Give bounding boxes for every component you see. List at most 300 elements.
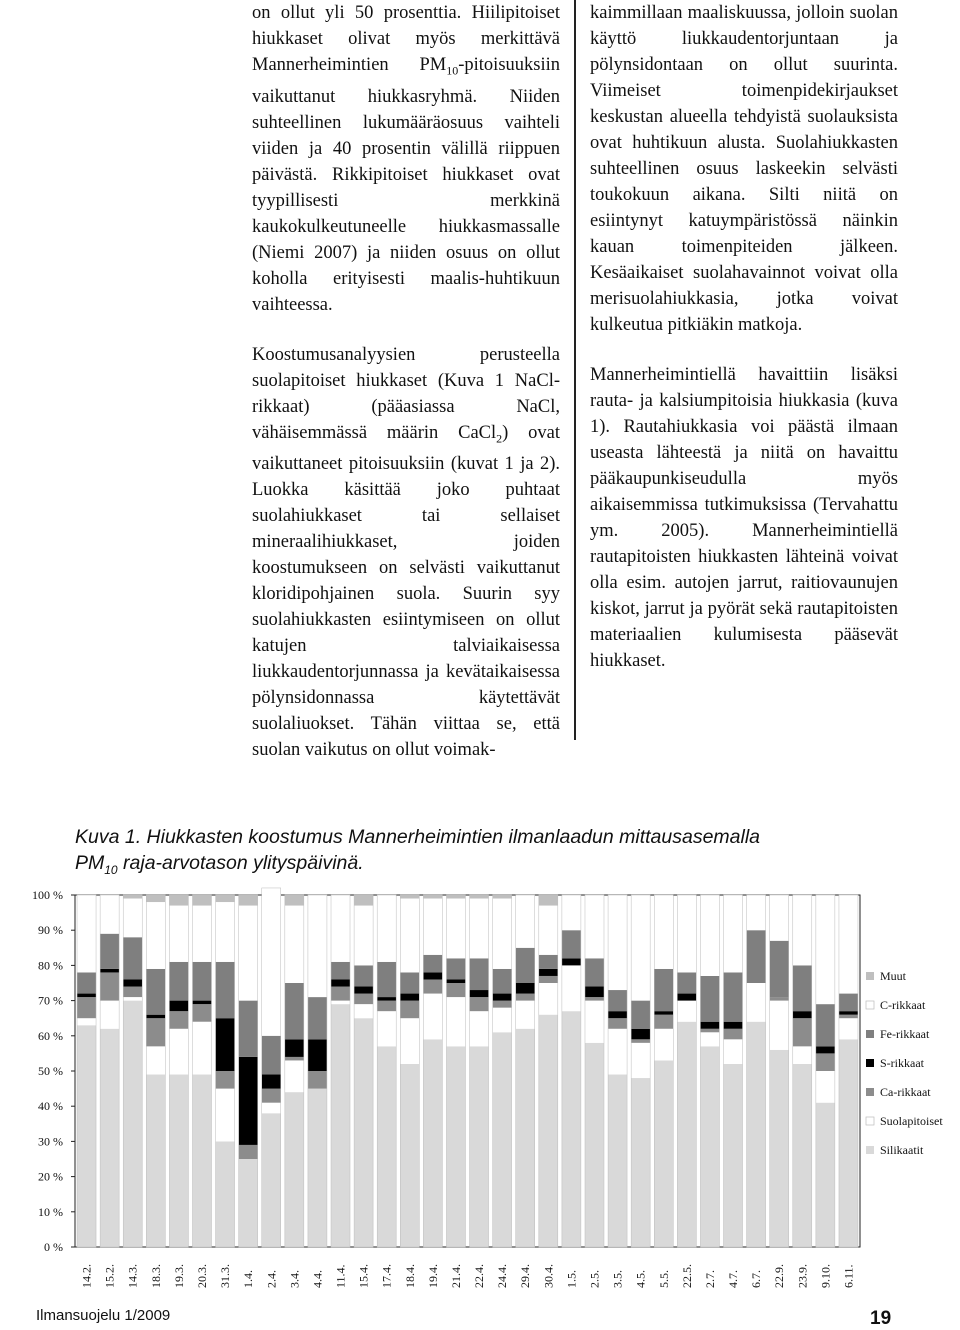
x-tick-label: 14.3. — [125, 1264, 140, 1288]
column-divider — [574, 0, 576, 740]
x-tick-label: 2.4. — [264, 1270, 279, 1288]
x-tick-label: 3.4. — [287, 1270, 302, 1288]
bar-segment — [446, 983, 465, 997]
bar-segment — [793, 1011, 812, 1018]
bar-segment — [123, 979, 142, 986]
bar-segment — [839, 1015, 858, 1019]
bar-segment — [377, 895, 396, 962]
bar-stack — [539, 895, 558, 1247]
bar-segment — [631, 1001, 650, 1029]
bar-segment — [516, 994, 535, 1001]
bar-segment — [608, 1075, 627, 1247]
bar-stack — [724, 895, 743, 1247]
x-tick-label: 1.4. — [241, 1270, 256, 1288]
bar-stack — [377, 895, 396, 1247]
bar-stack — [516, 895, 535, 1247]
bar-stack — [192, 895, 211, 1247]
x-tick-label: 31.3. — [218, 1264, 233, 1288]
bar-stack — [239, 895, 258, 1247]
bar-segment — [562, 930, 581, 958]
bar-segment — [169, 906, 188, 962]
bar-segment — [239, 1001, 258, 1057]
legend-swatch — [866, 1146, 874, 1154]
bar-segment — [192, 1022, 211, 1075]
bar-segment — [331, 1004, 350, 1247]
bar-segment — [585, 1043, 604, 1247]
composition-chart — [0, 880, 960, 1300]
bar-segment — [146, 895, 165, 902]
bar-stack — [216, 895, 235, 1247]
bar-stack — [608, 895, 627, 1247]
bar-segment — [585, 1001, 604, 1043]
bar-segment — [654, 895, 673, 969]
bar-segment — [539, 906, 558, 955]
bar-segment — [654, 1015, 673, 1029]
bar-segment — [192, 1075, 211, 1247]
y-tick-label: 30 % — [38, 1134, 63, 1149]
bar-stack — [839, 895, 858, 1247]
bar-segment — [216, 1141, 235, 1247]
bar-segment — [700, 1022, 719, 1029]
y-tick-label: 10 % — [38, 1204, 63, 1219]
x-tick-label: 24.4. — [495, 1264, 510, 1288]
bar-segment — [239, 1057, 258, 1145]
bar-segment — [285, 895, 304, 906]
x-tick-label: 15.2. — [102, 1264, 117, 1288]
bar-stack — [700, 895, 719, 1247]
legend-label: Fe-rikkaat — [880, 1027, 930, 1041]
bar-segment — [816, 1046, 835, 1053]
bar-segment — [239, 1145, 258, 1159]
bar-segment — [446, 997, 465, 1046]
bar-segment — [700, 1032, 719, 1046]
bar-segment — [169, 962, 188, 1001]
bar-segment — [123, 1001, 142, 1247]
x-tick-label: 4.7. — [726, 1270, 741, 1288]
bar-segment — [839, 1039, 858, 1247]
bar-segment — [446, 1046, 465, 1247]
bar-stack — [169, 895, 188, 1247]
bar-segment — [354, 1018, 373, 1247]
bar-stack — [816, 895, 835, 1247]
bar-segment — [654, 1011, 673, 1015]
bar-segment — [423, 955, 442, 973]
bar-segment — [793, 895, 812, 965]
bar-segment — [192, 1004, 211, 1022]
x-tick-label: 2.5. — [587, 1270, 602, 1288]
bar-segment — [100, 1029, 119, 1247]
legend-swatch — [866, 1030, 874, 1038]
bar-segment — [493, 1032, 512, 1247]
bar-segment — [608, 1011, 627, 1018]
bar-segment — [331, 895, 350, 962]
bar-segment — [354, 906, 373, 966]
bar-segment — [331, 1001, 350, 1005]
bar-segment — [123, 937, 142, 979]
bar-segment — [470, 895, 489, 899]
bar-segment — [539, 955, 558, 969]
bar-segment — [793, 1046, 812, 1064]
bar-segment — [677, 895, 696, 972]
bar-segment — [493, 1008, 512, 1033]
bar-segment — [585, 895, 604, 958]
bar-segment — [724, 895, 743, 972]
bar-segment — [146, 1015, 165, 1019]
bar-segment — [724, 1039, 743, 1064]
bar-segment — [169, 1075, 188, 1247]
bar-segment — [539, 976, 558, 983]
x-tick-label: 18.3. — [148, 1264, 163, 1288]
bar-segment — [100, 895, 119, 934]
bar-segment — [770, 997, 789, 1001]
legend-label: Muut — [880, 969, 907, 983]
x-tick-label: 23.9. — [795, 1264, 810, 1288]
bar-stack — [308, 895, 327, 1247]
bar-segment — [516, 1001, 535, 1029]
right-paragraph-1: kaimmillaan maaliskuussa, jolloin suolan käyttö liukkaudentorjuntaan ja pölynsidontaan on ollut suurinta. Viimeiset toimenpidekirjaukset keskustan alueella tehdyistä suolauksista ovat huhtikuun alusta. Suolahiukkasten suhteellinen osuus laskeekin selvästi toukokuun aikana. Silti niitä on esiintynyt katuympäristössä näinkin kauan toimenpiteiden jälkeen. Kesäaikaiset suolahavainnot voivat olla merisuolahiukkasia, jotka voivat kulkeutua pitkiäkin matkoja. — [590, 3, 898, 335]
bar-segment — [192, 1001, 211, 1005]
bar-segment — [816, 895, 835, 1004]
bar-segment — [654, 1029, 673, 1061]
legend-swatch — [866, 972, 874, 980]
y-tick-label: 20 % — [38, 1169, 63, 1184]
x-tick-label: 30.4. — [541, 1264, 556, 1288]
x-tick-label: 2.7. — [702, 1270, 717, 1288]
bar-segment — [285, 1039, 304, 1057]
bar-segment — [539, 1015, 558, 1247]
bar-stack — [562, 895, 581, 1247]
bar-segment — [493, 899, 512, 969]
bar-segment — [77, 972, 96, 993]
bar-stack — [493, 895, 512, 1247]
bar-segment — [262, 1075, 281, 1089]
x-tick-label: 19.4. — [425, 1264, 440, 1288]
bar-segment — [724, 1064, 743, 1247]
bar-stack — [146, 895, 165, 1247]
bar-segment — [262, 888, 281, 1036]
x-tick-label: 11.4. — [333, 1264, 348, 1288]
bar-segment — [123, 895, 142, 899]
bar-segment — [423, 972, 442, 979]
bar-segment — [516, 1029, 535, 1247]
right-paragraph-2: Mannerheimintiellä havaittiin lisäksi rauta- ja kalsiumpitoisia hiukkasia (kuva 1). Rautahiukkasia voi päästä ilmaan useasta lähteestä ja niitä on havaittu pääkaupunkiseudulla myös aikaisemmissa tutkimuksissa (Tervahattu ym. 2005). Mannerheimintiellä rautapitoisten hiukkasten lähteinä voivat olla esim. autojen jarrut, raitiovaunujen kiskot, jarrut ja pyörät sekä rautapitoisten materiaalien kulumisesta pääsevät hiukkaset. — [590, 365, 898, 671]
bar-segment — [423, 1039, 442, 1247]
bar-segment — [747, 983, 766, 1022]
bar-segment — [470, 899, 489, 959]
x-tick-label: 4.5. — [633, 1270, 648, 1288]
bar-segment — [169, 1029, 188, 1075]
y-tick-label: 90 % — [38, 923, 63, 938]
bar-segment — [470, 997, 489, 1011]
bar-segment — [123, 987, 142, 998]
bar-stack — [770, 895, 789, 1247]
legend-label: Ca-rikkaat — [880, 1085, 931, 1099]
bar-segment — [516, 948, 535, 983]
bar-segment — [308, 895, 327, 997]
bar-stack — [100, 895, 119, 1247]
bar-segment — [262, 1113, 281, 1247]
y-tick-label: 70 % — [38, 993, 63, 1008]
bar-segment — [308, 1089, 327, 1247]
bar-segment — [747, 895, 766, 930]
journal-footer: Ilmansuojelu 1/2009 — [36, 1307, 171, 1324]
bar-segment — [793, 1064, 812, 1247]
caption-line-2: $PM_{10}$ raja-arvotason ylityspäivinä. — [75, 852, 364, 877]
bar-segment — [770, 1050, 789, 1247]
bar-segment — [123, 997, 142, 1001]
x-tick-label: 19.3. — [171, 1264, 186, 1288]
bar-segment — [77, 895, 96, 972]
bar-stack — [585, 895, 604, 1247]
bar-segment — [816, 1071, 835, 1103]
bar-segment — [839, 994, 858, 1012]
bar-segment — [493, 994, 512, 1001]
bar-stack — [470, 895, 489, 1247]
legend-label: Silikaatit — [880, 1143, 924, 1157]
bar-segment — [216, 1071, 235, 1089]
bar-segment — [839, 1018, 858, 1039]
bar-segment — [146, 1046, 165, 1074]
bar-stack — [123, 895, 142, 1247]
bar-segment — [285, 1057, 304, 1061]
bar-segment — [100, 972, 119, 1000]
bar-segment — [700, 1046, 719, 1247]
bar-segment — [146, 1075, 165, 1247]
bar-segment — [216, 1089, 235, 1142]
bar-segment — [216, 902, 235, 962]
bar-segment — [747, 1022, 766, 1247]
bar-segment — [216, 895, 235, 902]
bar-segment — [331, 962, 350, 980]
bar-segment — [354, 987, 373, 994]
bar-segment — [400, 1064, 419, 1247]
bar-segment — [377, 1001, 396, 1012]
bar-stack — [262, 888, 281, 1247]
bar-segment — [446, 899, 465, 959]
bar-stack — [631, 895, 650, 1247]
bar-segment — [562, 895, 581, 930]
bar-segment — [446, 958, 465, 979]
y-tick-label: 40 % — [38, 1099, 63, 1114]
bar-segment — [562, 965, 581, 1011]
x-tick-label: 6.11. — [841, 1264, 856, 1288]
legend-label: Suolapitoiset — [880, 1114, 943, 1128]
bar-segment — [631, 1039, 650, 1043]
x-tick-label: 5.5. — [656, 1270, 671, 1288]
bar-segment — [839, 895, 858, 994]
bar-segment — [654, 969, 673, 1011]
y-tick-label: 100 % — [32, 888, 63, 902]
bar-segment — [631, 895, 650, 1001]
bar-segment — [700, 1029, 719, 1033]
bar-segment — [377, 962, 396, 997]
bar-segment — [770, 1001, 789, 1050]
x-tick-label: 14.2. — [79, 1264, 94, 1288]
bar-segment — [400, 895, 419, 899]
bar-stack — [77, 895, 96, 1247]
bar-stack — [354, 895, 373, 1247]
bar-segment — [77, 1025, 96, 1247]
right-text-column — [590, 0, 898, 674]
bar-segment — [677, 1001, 696, 1022]
left-paragraph-1: on ollut yli 50 prosenttia. Hiilipitoiset hiukkaset olivat myös merkittävä Mannerheimintien $PM_{10}$-pitoisuuksiin vaikuttanut hiukkasryhmä. Niiden suhteellinen lukumääräosuus vaihteli viiden ja 40 prosentin välillä riippuen päivästä. Rikkipitoiset hiukkaset ovat tyypillisesti merkkinä kaukokulkeutuneelle hiukkasmassalle (Niemi 2007) ja niiden osuus on ollut koholla erityisesti maalis-huhtikuun vaihteessa. — [252, 3, 560, 315]
bar-segment — [539, 895, 558, 906]
bar-segment — [585, 987, 604, 998]
bar-segment — [100, 969, 119, 973]
bar-segment — [423, 994, 442, 1040]
bar-segment — [423, 895, 442, 899]
x-tick-label: 18.4. — [402, 1264, 417, 1288]
x-tick-label: 1.5. — [564, 1270, 579, 1288]
bar-segment — [354, 895, 373, 906]
bar-segment — [793, 965, 812, 1011]
bar-segment — [747, 930, 766, 983]
bar-segment — [608, 1029, 627, 1075]
bar-segment — [354, 994, 373, 1005]
bar-segment — [423, 899, 442, 955]
bar-segment — [539, 969, 558, 976]
y-tick-label: 80 % — [38, 958, 63, 973]
bar-segment — [539, 983, 558, 1015]
bar-segment — [562, 958, 581, 965]
left-text-column — [252, 0, 560, 763]
bar-segment — [308, 1071, 327, 1089]
bar-stack — [285, 895, 304, 1247]
bar-segment — [331, 987, 350, 1001]
bar-segment — [677, 1022, 696, 1247]
x-tick-label: 9.10. — [818, 1264, 833, 1288]
bar-segment — [793, 1018, 812, 1046]
bar-segment — [470, 990, 489, 997]
y-tick-label: 0 % — [44, 1240, 63, 1254]
bar-segment — [308, 1039, 327, 1071]
legend-swatch — [866, 1001, 874, 1009]
bar-segment — [354, 1004, 373, 1018]
bar-segment — [423, 979, 442, 993]
bar-segment — [470, 958, 489, 990]
figure-caption — [75, 824, 760, 883]
bar-segment — [77, 1018, 96, 1025]
bar-segment — [285, 983, 304, 1039]
bar-segment — [192, 906, 211, 962]
bar-segment — [169, 1011, 188, 1029]
bar-segment — [816, 1004, 835, 1046]
bar-segment — [146, 1018, 165, 1046]
bar-segment — [239, 906, 258, 1001]
bar-stack — [331, 895, 350, 1247]
x-tick-label: 20.3. — [194, 1264, 209, 1288]
bar-stack — [747, 895, 766, 1247]
x-tick-label: 15.4. — [356, 1264, 371, 1288]
bar-segment — [677, 994, 696, 1001]
left-paragraph-2: Koostumusanalyysien perusteella suolapitoiset hiukkaset (Kuva 1 NaCl-rikkaat) (pääasiassa NaCl, vähäisemmässä määrin CaCl$_2$) ovat vaikuttaneet pitoisuuksiin (kuvat 1 ja 2). Luokka käsittää joko puhtaat suolahiukkaset tai sellaiset mineraalihiukkaset, joiden koostumukseen on selvästi vaikuttanut kloridipohjainen suola. Suurin syy suolahiukkasten esiintymiseen on ollut katujen talviaikaisessa liukkaudentorjunnassa ja kevätaikaisessa pölynsidonnassa käytettävät suolaliuokset. Tähän viittaa se, että suolan vaikutus on ollut voimak- — [252, 344, 561, 761]
bar-segment — [677, 972, 696, 993]
bar-segment — [123, 899, 142, 938]
bar-segment — [631, 1043, 650, 1078]
legend-swatch — [866, 1059, 874, 1067]
bar-segment — [377, 1046, 396, 1247]
bar-segment — [516, 895, 535, 948]
bar-segment — [216, 1018, 235, 1071]
bar-stack — [793, 895, 812, 1247]
legend-label: C-rikkaat — [880, 998, 926, 1012]
bar-segment — [770, 941, 789, 997]
bar-segment — [816, 1053, 835, 1071]
bar-segment — [262, 1089, 281, 1103]
bar-segment — [562, 1011, 581, 1247]
bar-segment — [400, 1018, 419, 1064]
bar-segment — [585, 958, 604, 986]
bar-segment — [262, 1103, 281, 1114]
bar-segment — [100, 1001, 119, 1029]
bar-segment — [216, 962, 235, 1018]
y-tick-label: 50 % — [38, 1064, 63, 1078]
x-tick-label: 22.5. — [679, 1264, 694, 1288]
bar-segment — [100, 934, 119, 969]
bar-segment — [77, 997, 96, 1018]
x-tick-label: 3.5. — [610, 1270, 625, 1288]
bar-segment — [446, 979, 465, 983]
bar-segment — [724, 1022, 743, 1029]
legend-label: S-rikkaat — [880, 1056, 924, 1070]
bar-segment — [331, 979, 350, 986]
bar-segment — [146, 969, 165, 1015]
bar-segment — [400, 1001, 419, 1019]
bar-stack — [446, 895, 465, 1247]
bar-segment — [700, 976, 719, 1022]
bar-segment — [585, 997, 604, 1001]
bar-segment — [400, 899, 419, 973]
bar-segment — [354, 965, 373, 986]
bar-segment — [446, 895, 465, 899]
bar-stack — [423, 895, 442, 1247]
bar-segment — [608, 1018, 627, 1029]
bar-stack — [677, 895, 696, 1247]
bar-segment — [724, 972, 743, 1021]
x-tick-label: 4.4. — [310, 1270, 325, 1288]
bar-segment — [839, 1011, 858, 1015]
bar-segment — [169, 1001, 188, 1012]
bar-segment — [493, 969, 512, 994]
caption-line-1: Kuva 1. Hiukkasten koostumus Mannerheimintien ilmanlaadun mittausasemalla — [75, 826, 761, 848]
bar-segment — [816, 1103, 835, 1247]
bar-segment — [631, 1029, 650, 1040]
bar-segment — [493, 1001, 512, 1008]
bar-stack — [654, 895, 673, 1247]
bar-segment — [262, 1036, 281, 1075]
bar-segment — [470, 1011, 489, 1046]
bar-segment — [169, 895, 188, 906]
bar-segment — [400, 994, 419, 1001]
bar-segment — [400, 972, 419, 993]
legend-swatch — [866, 1117, 874, 1125]
bar-segment — [285, 1092, 304, 1247]
bar-segment — [516, 983, 535, 994]
x-tick-label: 29.4. — [518, 1264, 533, 1288]
bar-segment — [377, 997, 396, 1001]
legend-swatch — [866, 1088, 874, 1096]
bar-segment — [493, 895, 512, 899]
x-tick-label: 22.9. — [772, 1264, 787, 1288]
x-tick-label: 6.7. — [749, 1270, 764, 1288]
bar-segment — [377, 1011, 396, 1046]
y-tick-label: 60 % — [38, 1028, 63, 1043]
bar-segment — [192, 962, 211, 1001]
bar-segment — [308, 997, 327, 1039]
bar-segment — [631, 1078, 650, 1247]
bar-segment — [770, 895, 789, 941]
bar-segment — [654, 1060, 673, 1247]
